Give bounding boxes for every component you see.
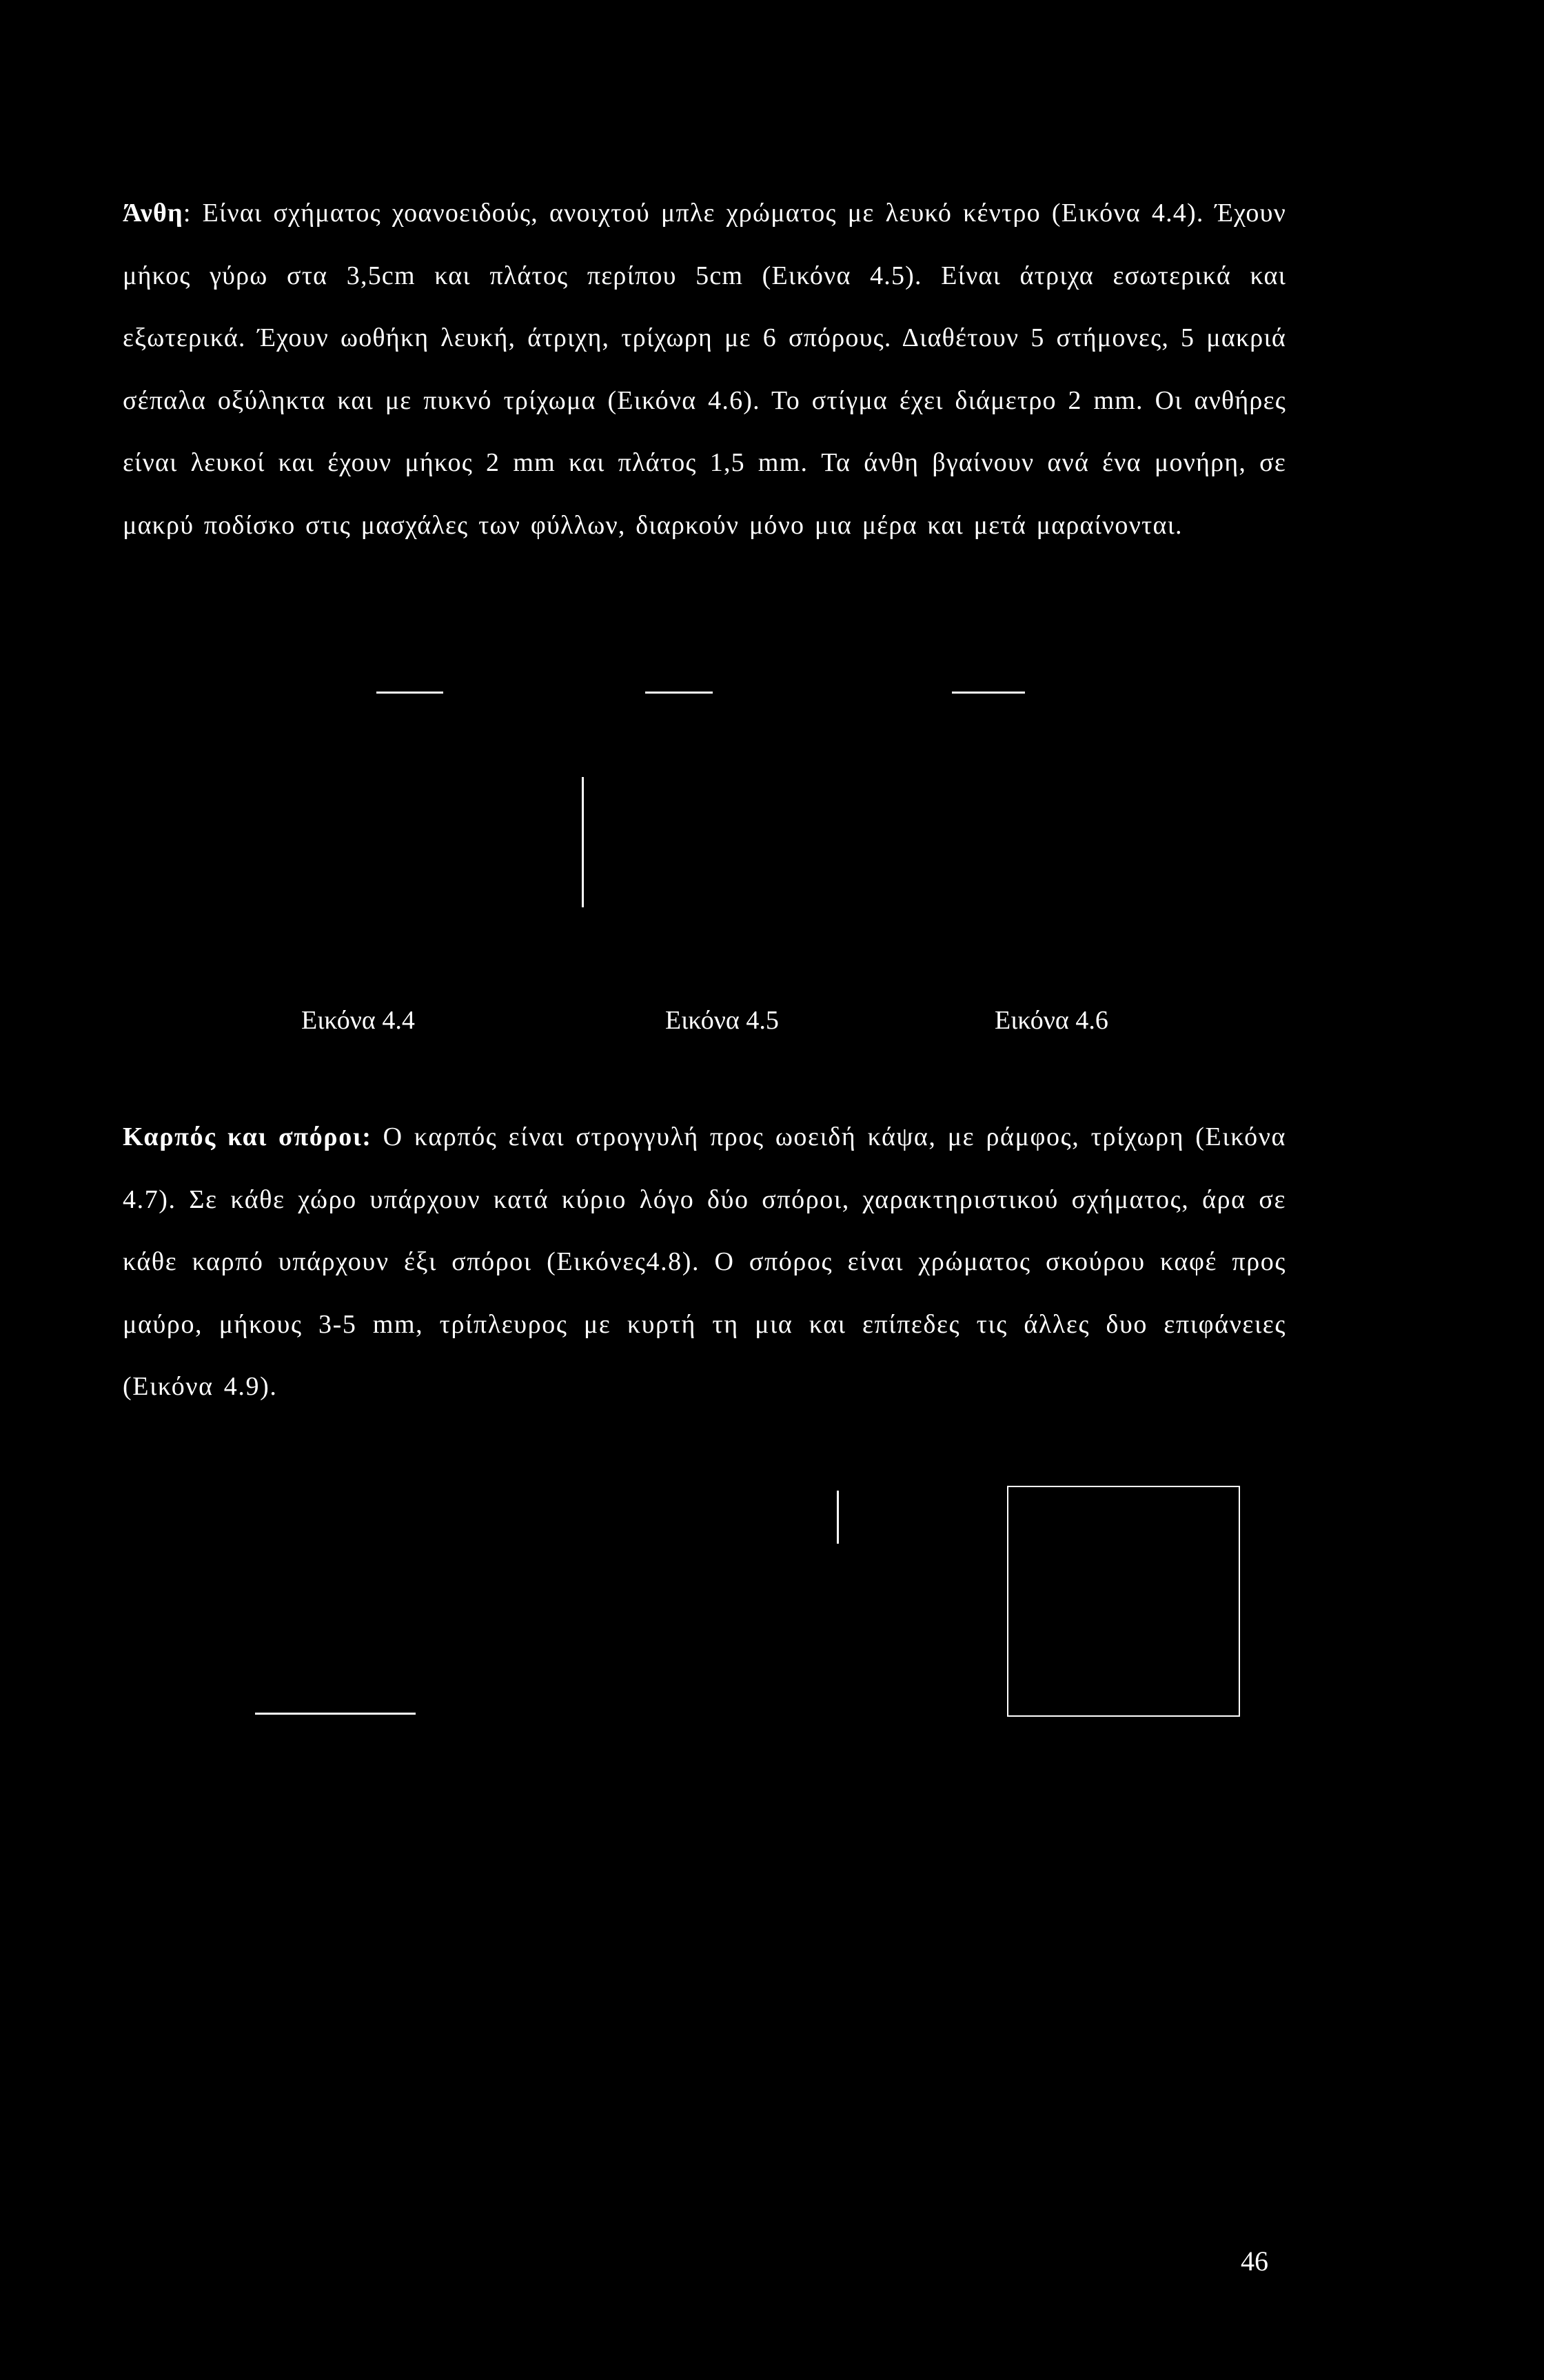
figure-4-5-frame-edge: [582, 777, 584, 907]
figure-4-5-caption: Εικόνα 4.5: [665, 1006, 779, 1035]
flowers-paragraph: [123, 182, 1286, 556]
fruit-seeds-heading: Καρπός και σπόροι:: [123, 1122, 372, 1151]
figure-4-6-top-rule: [952, 692, 1025, 694]
flowers-heading: Άνθη: [123, 199, 183, 228]
fruit-seeds-paragraph: [123, 1106, 1286, 1418]
flowers-text: : Είναι σχήματος χοανοειδούς, ανοιχτού μπλε χρώματος με λευκό κέντρο (Εικόνα 4.4). Έχουν μήκος γύρω στα 3,5cm και πλάτος περίπου 5cm (Εικόνα 4.5). Είναι άτριχα εσωτερικά και εξωτερικά. Έχουν ωοθήκη λευκή, άτριχη, τρίχωρη με 6 σπόρους. Διαθέτουν 5 στήμονες, 5 μακριά σέπαλα οξύληκτα και με πυκνό τρίχωμα (Εικόνα 4.6). Το στίγμα έχει διάμετρο 2 mm. Οι ανθήρες είναι λευκοί και έχουν μήκος 2 mm και πλάτος 1,5 mm. Τα άνθη βγαίνουν ανά ένα μονήρη, σε μακρύ ποδίσκο στις μασχάλες των φύλλων, διαρκούν μόνο μια μέρα και μετά μαραίνονται.: [123, 199, 1286, 540]
page-number: 46: [1241, 2246, 1268, 2277]
figure-4-8-frame-edge: [837, 1491, 839, 1544]
figure-4-5-top-rule: [645, 692, 713, 694]
figure-4-9-frame: [1007, 1486, 1240, 1717]
figure-4-4-caption: Εικόνα 4.4: [301, 1006, 415, 1035]
figure-4-6-caption: Εικόνα 4.6: [995, 1006, 1108, 1035]
figure-4-7-bottom-rule: [255, 1713, 416, 1715]
figure-4-4-top-rule: [376, 692, 443, 694]
fruit-seeds-text: Ο καρπός είναι στρογγυλή προς ωοειδή κάψα, με ράμφος, τρίχωρη (Εικόνα 4.7). Σε κάθε χώρο υπάρχουν κατά κύριο λόγο δύο σπόροι, χαρακτηριστικού σχήματος, άρα σε κάθε καρπό υπάρχουν έξι σπόροι (Εικόνες4.8). Ο σπόρος είναι χρώματος σκούρου καφέ προς μαύρο, μήκους 3-5 mm, τρίπλευρος με κυρτή τη μια και επίπεδες τις άλλες δυο επιφάνειες (Εικόνα 4.9).: [123, 1122, 1287, 1401]
